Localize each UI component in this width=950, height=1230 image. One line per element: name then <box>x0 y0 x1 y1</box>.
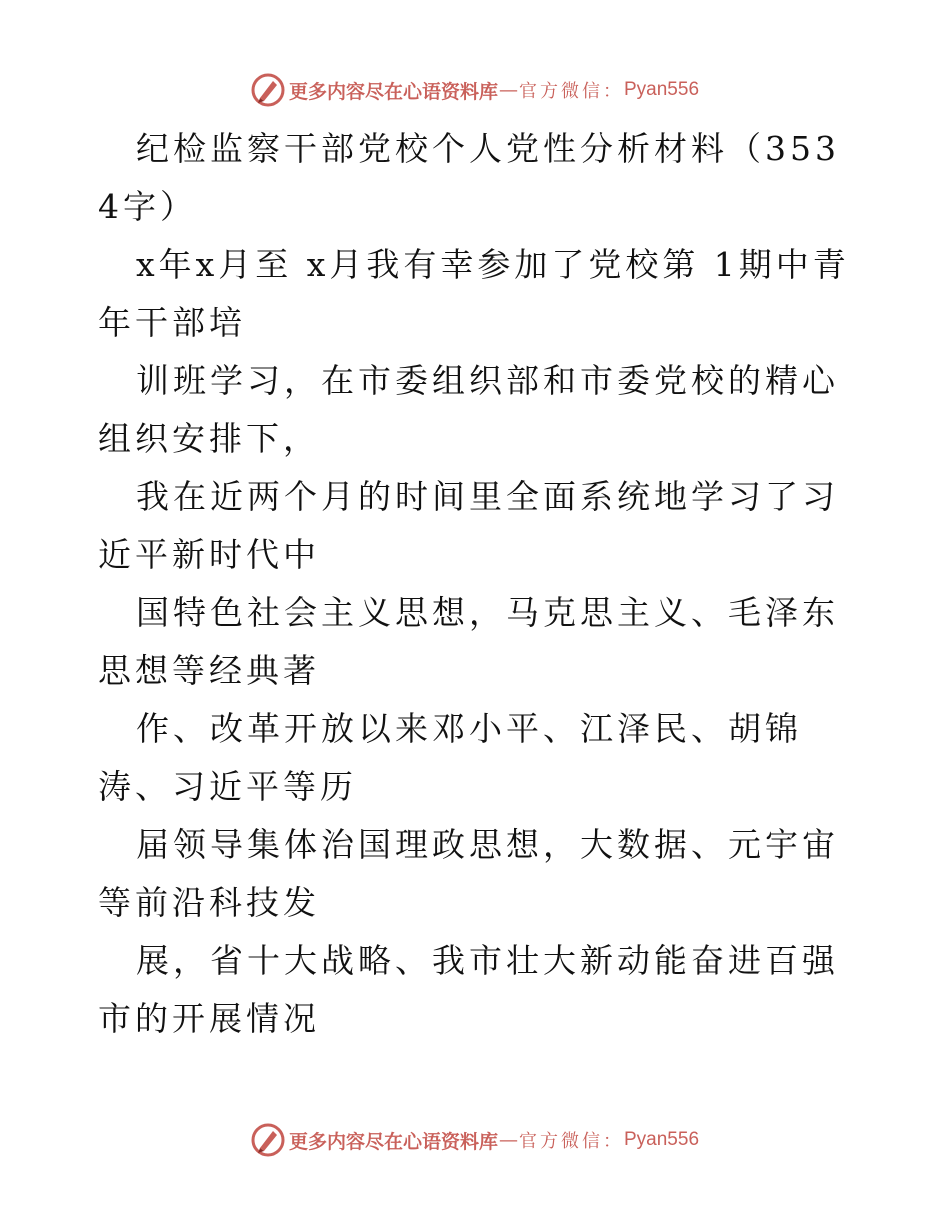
footer-watermark <box>0 1120 950 1160</box>
paragraph <box>98 584 858 700</box>
watermark-title: 更多内容尽在心语资料库 <box>288 80 498 103</box>
watermark-wechat-id: Pyan556 <box>624 79 700 100</box>
paragraph <box>98 932 858 1048</box>
pen-logo-icon <box>251 73 285 107</box>
watermark-dash: — <box>499 1129 518 1151</box>
text-line: 训班学习，在市委组织部和市委党校的精心组织 <box>98 361 839 458</box>
paragraph <box>98 352 858 468</box>
paragraph <box>98 236 858 352</box>
header-watermark <box>0 70 950 110</box>
text-line: 安排下， <box>172 419 320 458</box>
watermark-wechat-label: 官方微信： <box>519 1131 624 1152</box>
paragraph <box>98 700 858 816</box>
watermark-wechat-id: Pyan556 <box>624 1129 700 1150</box>
text-line: 国特色社会主义思想，马克思主义、毛泽东思想 <box>98 593 839 690</box>
text-line: 新时代中 <box>172 535 320 574</box>
text-line: x年x月至 x月我有幸参加了党校第 1期中青年 <box>98 245 850 342</box>
text-line: 沿科技发 <box>172 883 320 922</box>
paragraph <box>98 816 858 932</box>
watermark-title: 更多内容尽在心语资料库 <box>288 1130 498 1153</box>
document-body <box>98 120 858 1048</box>
paragraph <box>98 468 858 584</box>
text-line: 干部培 <box>135 303 246 342</box>
watermark-wechat-label: 官方微信： <box>519 81 624 102</box>
text-line: 展，省十大战略、我市壮大新动能奋进百强市的 <box>98 941 839 1038</box>
text-line: 开展情况 <box>172 999 320 1038</box>
text-line: 字） <box>123 187 197 226</box>
pen-logo-icon <box>251 1123 285 1157</box>
text-line: 届领导集体治国理政思想，大数据、元宇宙等前 <box>98 825 839 922</box>
text-line: 我在近两个月的时间里全面系统地学习了习近平 <box>98 477 839 574</box>
text-line: 等经典著 <box>172 651 320 690</box>
text-line: 作、改革开放以来邓小平、江泽民、胡锦涛、习 <box>98 709 802 806</box>
watermark-dash: — <box>499 79 518 101</box>
document-title <box>98 120 858 236</box>
text-line: 近平等历 <box>209 767 357 806</box>
text-line: 纪检监察干部党校个人党性分析材料（3534 <box>98 129 840 226</box>
